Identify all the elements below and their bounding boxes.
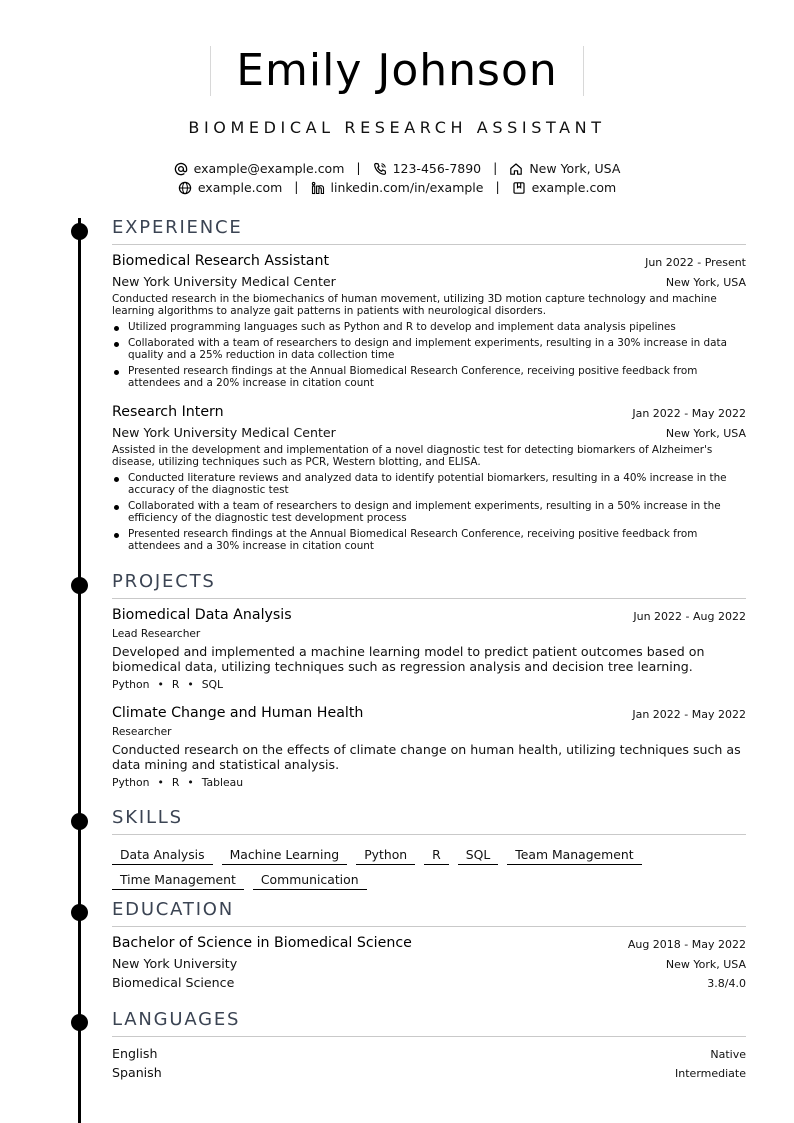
tech-item: SQL	[201, 678, 224, 691]
tech-separator: •	[187, 678, 194, 691]
language-level: Intermediate	[675, 1067, 746, 1080]
tech-separator: •	[187, 776, 194, 789]
candidate-name: Emily Johnson	[236, 45, 558, 96]
project-tech-list	[112, 678, 223, 691]
timeline-dot-education	[71, 904, 88, 921]
list-item: Collaborated with a team of researchers to design and implement experiments, resulting in a 30% increase in data quality and a 25% reduction in data collection time	[112, 337, 746, 361]
tech-separator: •	[157, 678, 164, 691]
skill-tag: Communication	[253, 872, 367, 890]
list-item: Conducted literature reviews and analyzed data to identify potential biomarkers, resulting in a 40% increase in the accuracy of the diagnostic test	[112, 472, 746, 496]
project-role: Researcher	[112, 726, 172, 738]
contact-email[interactable]: example@example.com	[174, 161, 345, 177]
timeline-dot-skills	[71, 813, 88, 830]
home-icon	[509, 162, 523, 176]
contact-portfolio[interactable]: example.com	[512, 180, 616, 196]
list-item: Presented research findings at the Annual Biomedical Research Conference, receiving positive feedback from attendees and a 20% increase in citation count	[112, 365, 746, 389]
phone-icon	[373, 162, 387, 176]
skill-tag: Machine Learning	[222, 847, 348, 865]
tech-item: R	[171, 776, 180, 789]
section-title-experience: EXPERIENCE	[112, 218, 746, 245]
experience-position: Research Intern	[112, 404, 224, 420]
project-tech-list	[112, 776, 243, 789]
timeline-line	[78, 218, 81, 1123]
language-name: English	[112, 1046, 158, 1061]
contact-row-1	[0, 160, 794, 177]
list-item: Presented research findings at the Annual Biomedical Research Conference, receiving positive feedback from attendees and a 30% increase in citation count	[112, 528, 746, 552]
timeline-dot-experience	[71, 223, 88, 240]
tech-item: R	[171, 678, 180, 691]
contact-row-2	[0, 179, 794, 196]
education-location: New York, USA	[665, 958, 746, 971]
experience-highlights	[112, 321, 746, 393]
contact-website[interactable]: example.com	[178, 180, 282, 196]
section-title-education: EDUCATION	[112, 900, 746, 927]
experience-company: New York University Medical Center	[112, 274, 336, 289]
experience-highlights	[112, 472, 746, 556]
experience-dates: Jan 2022 - May 2022	[632, 407, 746, 420]
education-dates: Aug 2018 - May 2022	[627, 938, 746, 951]
timeline-dot-projects	[71, 577, 88, 594]
experience-location: New York, USA	[665, 427, 746, 440]
separator: |	[294, 179, 299, 194]
project-description: Developed and implemented a machine learning model to predict patient outcomes based on biomedical data, utilizing techniques such as regression analysis and decision tree learning.	[112, 644, 705, 674]
contact-linkedin[interactable]: linkedin.com/in/example	[311, 180, 484, 196]
separator: |	[356, 160, 361, 175]
separator: |	[495, 179, 500, 194]
contact-location: New York, USA	[509, 161, 620, 177]
resume-header	[0, 0, 794, 210]
project-dates: Jun 2022 - Aug 2022	[633, 610, 746, 623]
list-item: Collaborated with a team of researchers to design and implement experiments, resulting in a 50% increase in the efficiency of the diagnostic test development process	[112, 500, 746, 524]
name-frame	[210, 46, 584, 96]
skill-tag: Python	[356, 847, 415, 865]
globe-icon	[178, 181, 192, 195]
experience-position: Biomedical Research Assistant	[112, 253, 330, 269]
tech-separator: •	[157, 776, 164, 789]
education-school: New York University	[112, 956, 238, 971]
skill-tag: Data Analysis	[112, 847, 213, 865]
at-icon	[174, 162, 188, 176]
job-title: BIOMEDICAL RESEARCH ASSISTANT	[188, 118, 606, 137]
education-gpa: 3.8/4.0	[707, 977, 746, 990]
section-title-skills: SKILLS	[112, 808, 746, 835]
language-level: Native	[710, 1048, 746, 1061]
linkedin-icon	[311, 181, 325, 195]
bookmark-icon	[512, 181, 526, 195]
tech-item: Python	[112, 678, 150, 691]
skill-tag: Time Management	[112, 872, 244, 890]
language-name: Spanish	[112, 1065, 162, 1080]
section-title-projects: PROJECTS	[112, 572, 746, 599]
section-title-languages: LANGUAGES	[112, 1010, 746, 1037]
skills-list	[112, 844, 746, 894]
education-field: Biomedical Science	[112, 975, 235, 990]
tech-item: Tableau	[201, 776, 244, 789]
project-name: Climate Change and Human Health	[112, 705, 364, 721]
project-dates: Jan 2022 - May 2022	[632, 708, 746, 721]
project-description: Conducted research on the effects of climate change on human health, utilizing techniques such as data mining and statistical analysis.	[112, 742, 741, 772]
skill-tag: Team Management	[507, 847, 641, 865]
skill-tag: SQL	[458, 847, 499, 865]
experience-summary: Assisted in the development and implementation of a novel diagnostic test for detecting biomarkers of Alzheimer's disease, utilizing techniques such as PCR, Western blotting, and ELISA.	[112, 444, 713, 468]
project-name: Biomedical Data Analysis	[112, 607, 292, 623]
project-role: Lead Researcher	[112, 628, 201, 640]
experience-location: New York, USA	[665, 276, 746, 289]
experience-dates: Jun 2022 - Present	[645, 256, 746, 269]
list-item: Utilized programming languages such as Python and R to develop and implement data analysis pipelines	[112, 321, 746, 333]
experience-company: New York University Medical Center	[112, 425, 336, 440]
tech-item: Python	[112, 776, 150, 789]
separator: |	[493, 160, 498, 175]
experience-summary: Conducted research in the biomechanics of human movement, utilizing 3D motion capture technology and machine learning algorithms to analyze gait patterns in patients with neurological disorders.	[112, 293, 717, 317]
education-degree: Bachelor of Science in Biomedical Science	[112, 935, 412, 951]
timeline-dot-languages	[71, 1014, 88, 1031]
skill-tag: R	[424, 847, 449, 865]
contact-phone[interactable]: 123-456-7890	[373, 161, 482, 177]
